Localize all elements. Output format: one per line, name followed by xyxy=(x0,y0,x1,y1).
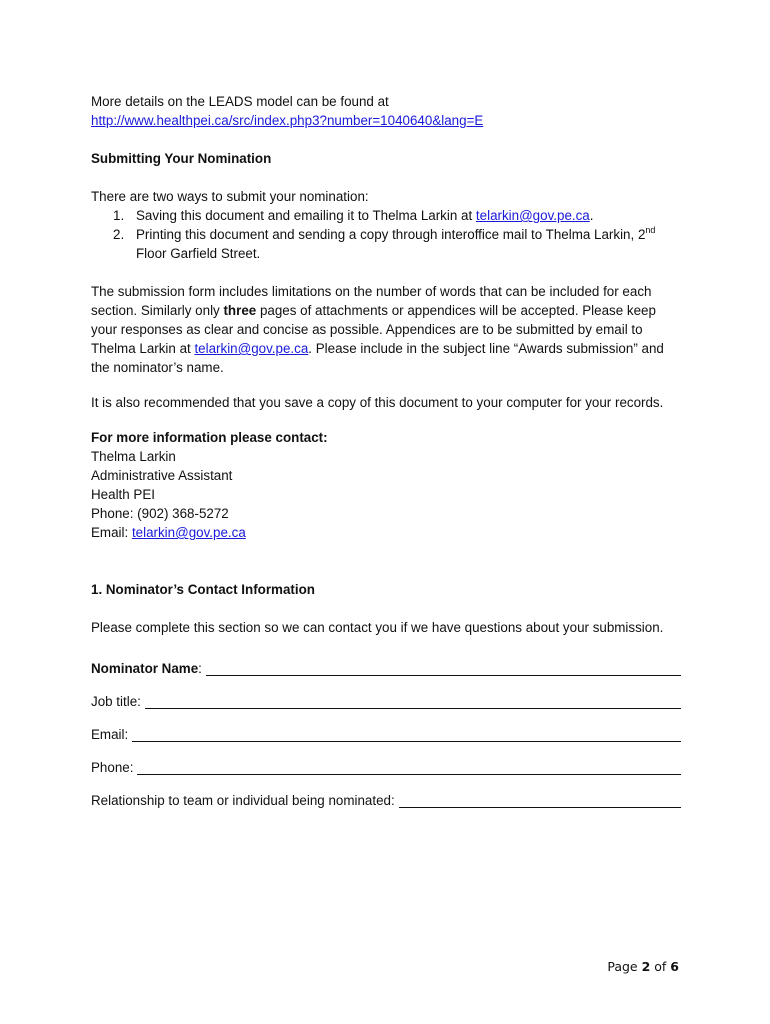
list-item: 2. Printing this document and sending a copy through interoffice mail to Thelma Larkin, 2nd Floor Garfield Street. xyxy=(113,225,656,261)
contact-name: Thelma Larkin xyxy=(91,449,176,464)
relationship-line[interactable] xyxy=(399,806,681,808)
contact-email: Email: telarkin@gov.pe.ca xyxy=(91,525,246,540)
list-item: 1. Saving this document and emailing it to Thelma Larkin at telarkin@gov.pe.ca. xyxy=(113,208,594,223)
job-title-line[interactable] xyxy=(145,707,681,709)
section1-heading: 1. Nominator’s Contact Information xyxy=(91,582,315,597)
page-number: Page 2 of 6 xyxy=(607,959,679,974)
nominator-name-field[interactable]: Nominator Name: xyxy=(91,659,681,678)
section1-description: Please complete this section so we can contact you if we have questions about your submission. xyxy=(91,620,664,635)
limits-paragraph: The submission form includes limitations on the number of words that can be included for each section. Similarly only three pages of attachments or appendices will be accepted. Please keep your responses as clear and concise as possible. Appendices are to be submitted by email to Thelma Larkin at telarkin@gov.pe.ca. Please include in the subject line “Awards submission” and the nominator’s name. xyxy=(91,284,664,375)
email-link[interactable]: telarkin@gov.pe.ca xyxy=(131,525,246,540)
document-page xyxy=(91,92,681,810)
job-title-field[interactable]: Job title: xyxy=(91,692,681,711)
leads-link[interactable]: http://www.healthpei.ca/src/index.php3?number=1040640&lang=E xyxy=(91,113,484,128)
contact-phone: Phone: (902) 368-5272 xyxy=(91,506,229,521)
relationship-field[interactable]: Relationship to team or individual being nominated: xyxy=(91,791,681,810)
contact-org: Health PEI xyxy=(91,487,156,502)
email-field[interactable]: Email: xyxy=(91,725,681,744)
intro-text: More details on the LEADS model can be found at http://www.healthpei.ca/src/index.php3?number=1040640&lang=E xyxy=(91,94,484,128)
contact-role: Administrative Assistant xyxy=(91,468,233,483)
email-link[interactable]: telarkin@gov.pe.ca xyxy=(194,341,309,356)
submitting-lead: There are two ways to submit your nomination: xyxy=(91,189,369,204)
phone-line[interactable] xyxy=(137,773,681,775)
email-link[interactable]: telarkin@gov.pe.ca xyxy=(475,208,590,223)
phone-field[interactable]: Phone: xyxy=(91,758,681,777)
submitting-heading: Submitting Your Nomination xyxy=(91,151,272,166)
contact-heading: For more information please contact: xyxy=(91,430,328,445)
nominator-name-line[interactable] xyxy=(206,674,681,676)
recommend-paragraph: It is also recommended that you save a copy of this document to your computer for your records. xyxy=(91,395,664,410)
submission-list xyxy=(91,206,681,263)
email-line[interactable] xyxy=(132,740,681,742)
contact-form xyxy=(91,659,681,810)
contact-block xyxy=(91,428,681,542)
